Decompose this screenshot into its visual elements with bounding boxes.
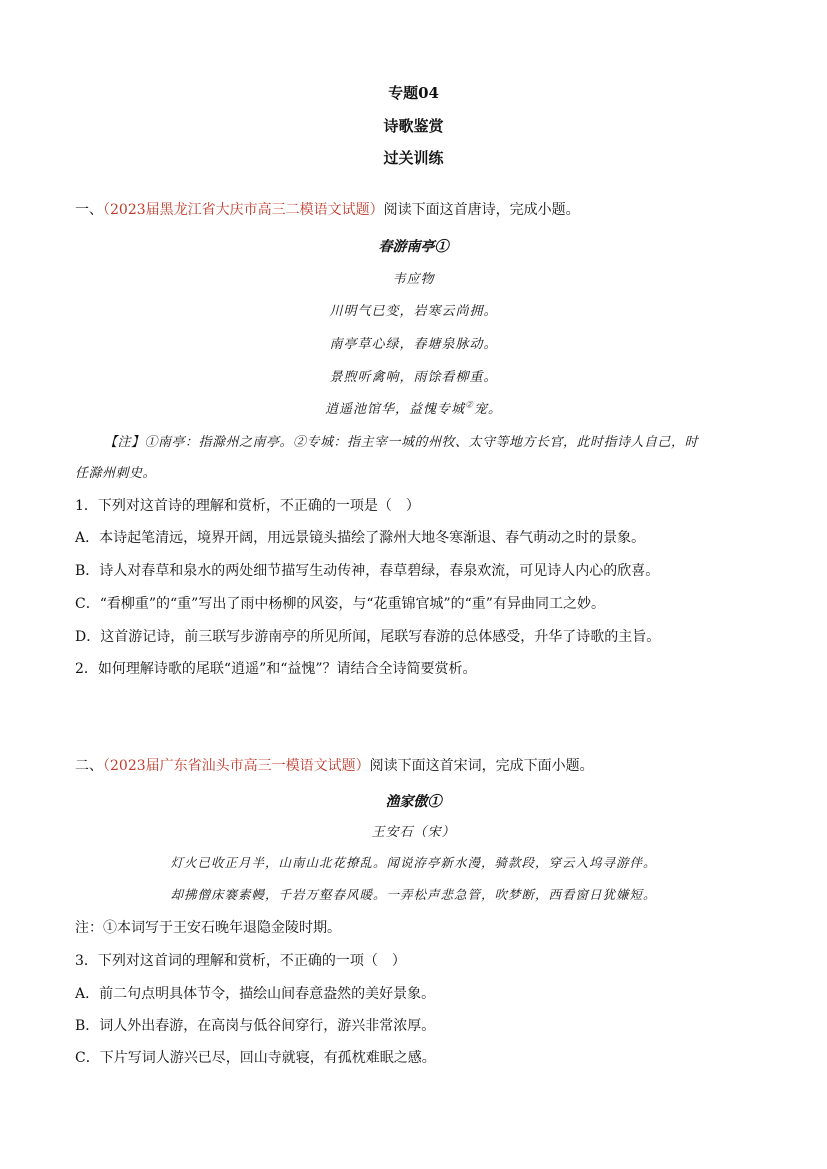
section-1-prefix: 一、 xyxy=(75,202,103,218)
question-1-option-d: D．这首游记诗，前三联写步游南亭的所见所闻，尾联写春游的总体感受，升华了诗歌的主旨。 xyxy=(75,629,661,645)
section-2-prefix: 二、 xyxy=(75,758,103,774)
question-3-option-c: C．下片写词人游兴已尽，回山寺就寝，有孤枕难眠之感。 xyxy=(75,1050,436,1066)
poem-1-title: 春游南亭① xyxy=(378,239,449,255)
poem-1-line: 川明气已变，岩寒云尚拥。 xyxy=(329,304,498,319)
section-1-instruction: 阅读下面这首唐诗，完成小题。 xyxy=(383,202,580,218)
question-3: 3．下列对这首词的理解和赏析，不正确的一项（ ） xyxy=(75,953,406,969)
section-1-source: （2023届黑龙江省大庆市高三二模语文试题） xyxy=(103,202,384,218)
question-1-option-b: B．诗人对春草和泉水的两处细节描写生动传神，春草碧绿，春泉欢流，可见诗人内心的欣喜。 xyxy=(75,563,660,579)
poem-1-line-text: 逍遥池馆华，益愧专城 xyxy=(324,402,465,417)
section-2-heading xyxy=(75,756,594,776)
question-1-option-c: C．“看柳重”的“重”写出了雨中杨柳的风姿，与“花重锦官城”的“重”有异曲同工之妙。 xyxy=(75,596,605,612)
question-3-option-a: A．前二句点明具体节令，描绘山间春意盎然的美好景象。 xyxy=(75,986,436,1002)
question-2: 2．如何理解诗歌的尾联“逍遥”和“益愧”？请结合全诗简要赏析。 xyxy=(75,661,477,677)
poem-1-line: 南亭草心绿，春塘泉脉动。 xyxy=(329,337,498,352)
poem-1-author: 韦应物 xyxy=(392,272,435,287)
footnote-marker: ② xyxy=(464,400,475,411)
question-1-option-a: A．本诗起笔清远，境界开阔，用远景镜头描绘了滁州大地冬寒渐退、春气萌动之时的景象。 xyxy=(75,530,646,546)
poem-1-note-cont: 任滁州刺史。 xyxy=(75,466,157,481)
page-title-training: 过关训练 xyxy=(383,149,444,167)
section-2-instruction: 阅读下面这首宋词，完成下面小题。 xyxy=(369,758,594,774)
section-2-source: （2023届广东省汕头市高三一模语文试题） xyxy=(103,758,370,774)
poem-2-line: 灯火已收正月半，山南山北花撩乱。闻说洊亭新水漫，骑款段，穿云入坞寻游伴。 xyxy=(170,855,657,870)
page-title-topic: 专题04 xyxy=(388,84,439,102)
poem-2-author: 王安石（宋） xyxy=(371,825,456,840)
poem-1-note: 【注】①南亭：指滁州之南亭。②专城：指主宰一城的州牧、太守等地方长官，此时指诗人自己，时 xyxy=(104,435,699,450)
question-3-option-b: B．词人外出春游，在高岗与低谷间穿行，游兴非常浓厚。 xyxy=(75,1018,436,1034)
section-1-heading xyxy=(75,200,580,220)
poem-1-line-text-end: 宠。 xyxy=(474,402,503,417)
poem-2-line: 却拂僧床褰素幔，千岩万壑春风暖。一弄松声悲急管，吹梦断，西看窗日犹嫌短。 xyxy=(170,887,657,902)
question-1: 1．下列对这首诗的理解和赏析，不正确的一项是（ ） xyxy=(75,498,420,514)
poem-1-line: 景煦听禽响，雨馀看柳重。 xyxy=(329,370,498,385)
poem-2-title: 渔家傲① xyxy=(385,794,442,810)
page-title-subject: 诗歌鉴赏 xyxy=(383,117,444,135)
poem-1-line xyxy=(0,398,827,417)
poem-2-note: 注：①本词写于王安石晚年退隐金陵时期。 xyxy=(75,920,341,936)
